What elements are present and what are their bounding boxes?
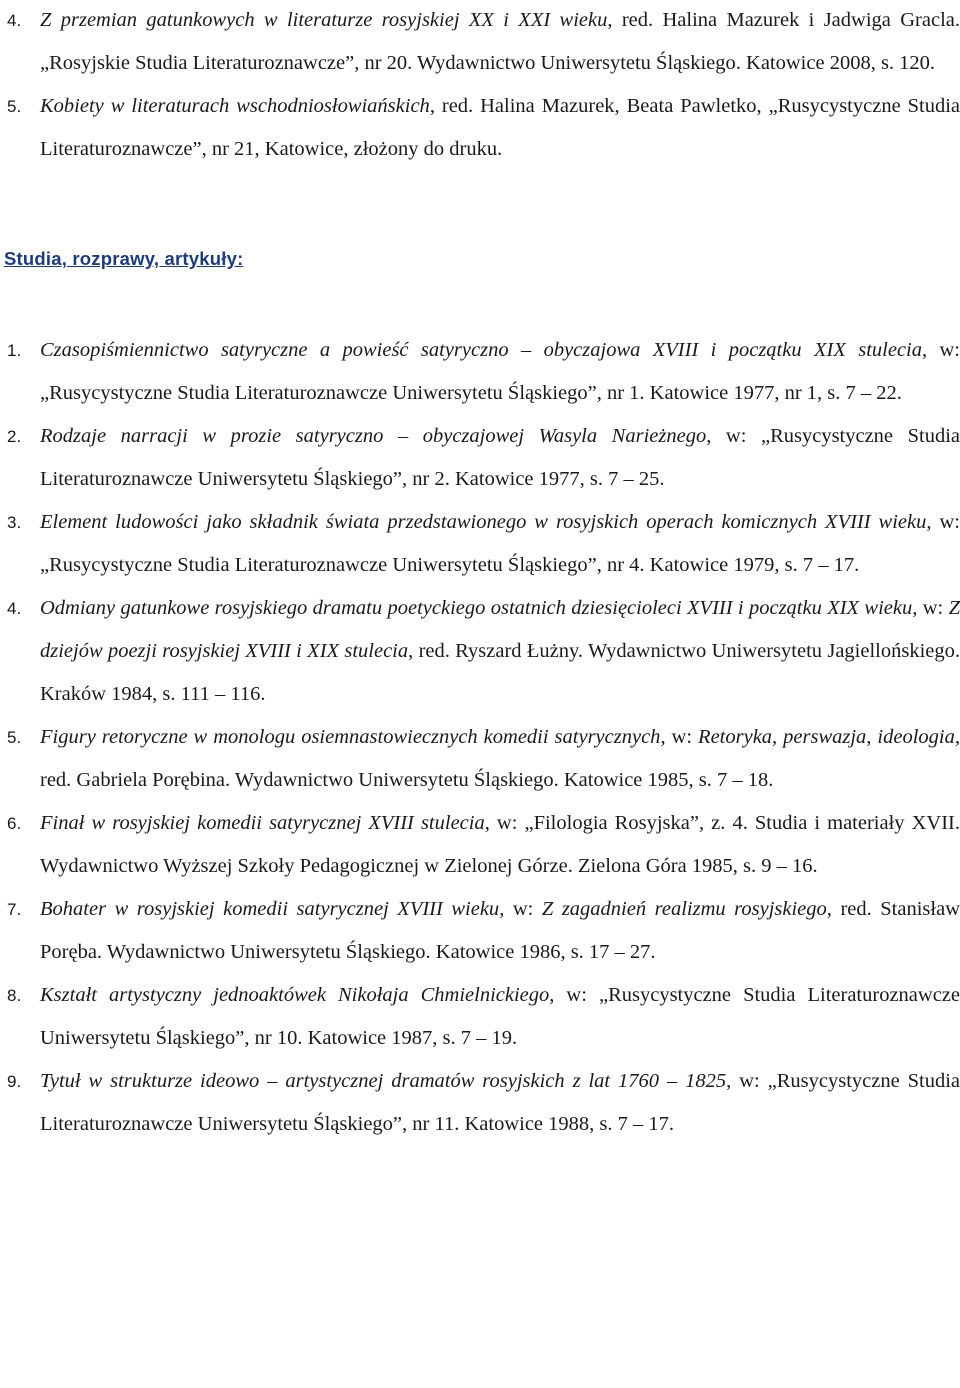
item-number: 1. (7, 341, 22, 360)
item-number: 9. (7, 1072, 22, 1091)
item-details: , w: „Rusycystyczne Studia Literaturoznawcze Uniwersytetu Śląskiego”, nr 2. Katowice 1977, s. 7 – 25. (40, 425, 960, 490)
list-item (0, 85, 960, 171)
item-details: , w: (912, 597, 949, 619)
item-details: , w: „Rusycystyczne Studia Literaturoznawcze Uniwersytetu Śląskiego”, nr 11. Katowice 1988, s. 7 – 17. (40, 1070, 960, 1135)
section-heading: Studia, rozprawy, artykuły: (4, 248, 244, 269)
item-details: , w: „Rusycystyczne Studia Literaturoznawcze Uniwersytetu Śląskiego”, nr 1. Katowice 1977, nr 1, s. 7 – 22. (40, 339, 960, 404)
item-number: 3. (7, 513, 22, 532)
item-details: , w: „Rusycystyczne Studia Literaturoznawcze Uniwersytetu Śląskiego”, nr 10. Katowice 1987, s. 7 – 19. (40, 984, 960, 1049)
item-source-title: Z zagadnień realizmu rosyjskiego (541, 898, 827, 920)
item-details: , w: (660, 726, 699, 748)
list-item (0, 329, 960, 415)
item-number: 5. (7, 97, 22, 116)
articles-list (0, 329, 960, 1146)
item-details-end: , red. Gabriela Porębina. Wydawnictwo Uniwersytetu Śląskiego. Katowice 1985, s. 7 – 18. (40, 726, 960, 791)
list-item (0, 888, 960, 974)
item-number: 6. (7, 814, 22, 833)
item-details: , w: „Filologia Rosyjska”, z. 4. Studia i materiały XVII. Wydawnictwo Wyższej Szkoły Pedagogicznej w Zielonej Górze. Zielona Góra 1985, s. 9 – 16. (40, 812, 960, 877)
item-number: 8. (7, 986, 22, 1005)
item-details-end: , red. Ryszard Łużny. Wydawnictwo Uniwersytetu Jagiellońskiego. Kraków 1984, s. 111 – 116. (40, 640, 960, 705)
item-title: Czasopiśmiennictwo satyryczne a powieść satyryczno – obyczajowa XVIII i początku XIX stulecia (40, 339, 922, 361)
item-number: 4. (7, 599, 22, 618)
item-details-end: , red. Stanisław Poręba. Wydawnictwo Uniwersytetu Śląskiego. Katowice 1986, s. 17 – 27. (40, 898, 960, 963)
list-item (0, 0, 960, 85)
item-title: Kształt artystyczny jednoaktówek Nikołaja Chmielnickiego (40, 984, 550, 1006)
list-item (0, 501, 960, 587)
item-title: Bohater w rosyjskiej komedii satyrycznej XVIII wieku (40, 898, 500, 920)
item-details: , red. Halina Mazurek, Beata Pawletko, „Rusycystyczne Studia Literaturoznawcze”, nr 21, Katowice, złożony do druku. (40, 95, 960, 160)
list-item (0, 802, 960, 888)
item-title: Kobiety w literaturach wschodniosłowiańskich (40, 95, 430, 117)
item-title: Odmiany gatunkowe rosyjskiego dramatu poetyckiego ostatnich dziesięcioleci XVIII i początku XIX wieku (40, 597, 913, 619)
list-item (0, 587, 960, 716)
item-number: 4. (7, 11, 22, 30)
item-number: 5. (7, 728, 22, 747)
item-details: , w: „Rusycystyczne Studia Literaturoznawcze Uniwersytetu Śląskiego”, nr 4. Katowice 1979, s. 7 – 17. (40, 511, 960, 576)
item-source-title: Z dziejów poezji rosyjskiej XVIII i XIX stulecia (40, 597, 960, 662)
item-number: 2. (7, 427, 22, 446)
edited-volumes-list (0, 0, 960, 171)
item-details: , w: (499, 898, 542, 920)
list-item (0, 974, 960, 1060)
list-item (0, 1060, 960, 1146)
item-title: Tytuł w strukturze ideowo – artystycznej dramatów rosyjskich z lat 1760 – 1825 (40, 1070, 727, 1092)
item-title: Element ludowości jako składnik świata przedstawionego w rosyjskich operach komicznych XVIII wieku (40, 511, 927, 533)
list-item (0, 716, 960, 802)
item-title: Finał w rosyjskiej komedii satyrycznej XVIII stulecia (40, 812, 485, 834)
item-details: , red. Halina Mazurek i Jadwiga Gracla. „Rosyjskie Studia Literaturoznawcze”, nr 20. Wydawnictwo Uniwersytetu Śląskiego. Katowice 2008, s. 120. (40, 9, 960, 74)
item-source-title: Retoryka, perswazja, ideologia (698, 726, 955, 748)
item-number: 7. (7, 900, 22, 919)
item-title: Figury retoryczne w monologu osiemnastowiecznych komedii satyrycznych (40, 726, 661, 748)
item-title: Rodzaje narracji w prozie satyryczno – obyczajowej Wasyla Narieżnego (40, 425, 707, 447)
list-item (0, 415, 960, 501)
item-title: Z przemian gatunkowych w literaturze rosyjskiej XX i XXI wieku (40, 9, 608, 31)
